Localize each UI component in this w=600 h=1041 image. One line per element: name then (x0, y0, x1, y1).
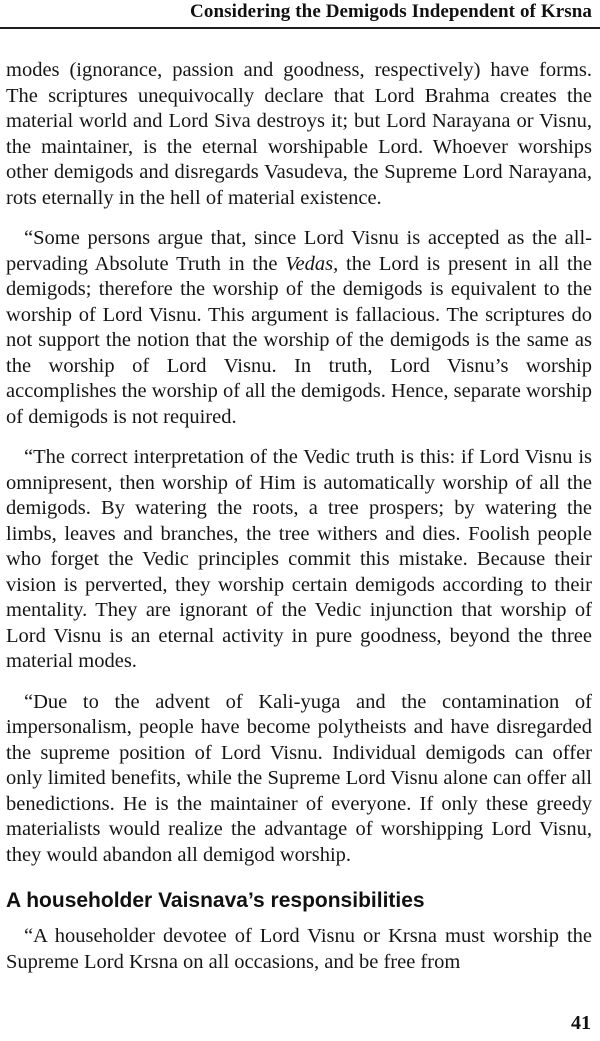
paragraph-3: “The correct interpretation of the Vedic truth is this: if Lord Visnu is omnipresent, then worship of Him is automatically worship of all the demigods. By watering the roots, a tree prospers; by watering the limbs, leaves and branches, the tree withers and dies. Foolish people who forget the Vedic principles commit this mistake. Because their vision is perverted, they worship certain demigods according to their mentality. They are ignorant of the Vedic injunction that worship of Lord Visnu is an eternal activity in pure goodness, beyond the three material modes. (6, 446, 592, 672)
header-rule (0, 27, 600, 29)
paragraph-4: “Due to the advent of Kali-yuga and the contamination of impersonalism, people have become polytheists and have disregarded the supreme position of Lord Visnu. Individual demigods can offer only limited benefits, while the Supreme Lord Visnu alone can offer all benedictions. He is the maintainer of everyone. If only these greedy materialists would realize the advantage of worshipping Lord Visnu, they would abandon all demigod worship. (6, 690, 592, 866)
italic-vedas: Vedas, (285, 252, 339, 275)
section-heading: A householder Vaisnava’s responsibilities (6, 889, 425, 912)
paragraph-2 (6, 226, 592, 430)
running-head-title: Considering the Demigods Independent of Krsna (190, 1, 592, 22)
paragraph-1: modes (ignorance, passion and goodness, respectively) have forms. The scriptures unequivocally declare that Lord Brahma creates the material world and Lord Siva destroys it; but Lord Narayana or Visnu, the maintainer, is the eternal worshipable Lord. Whoever worships other demigods and disregards Vasudeva, the Supreme Lord Narayana, rots eternally in the hell of material existence. (6, 59, 592, 209)
body-text (6, 58, 592, 990)
paragraph-2-text-b: the Lord is present in all the demigods; therefore the worship of the demigods is equivalent to the worship of Lord Visnu. This argument is fallacious. The scriptures do not support the notion that the worship of the demigods is the same as the worship of Lord Visnu. In truth, Lord Visnu’s worship accomplishes the worship of all the demigods. Hence, separate worship of demigods is not required. (6, 252, 592, 428)
paragraph-5: “A householder devotee of Lord Visnu or Krsna must worship the Supreme Lord Krsna on all occasions, and be free from (6, 925, 592, 973)
page-number: 41 (571, 1012, 591, 1034)
paragraph-2-text-a: “Some persons argue that, since Lord Visnu is accepted as the all-pervading Absolute Truth in the (6, 227, 592, 275)
